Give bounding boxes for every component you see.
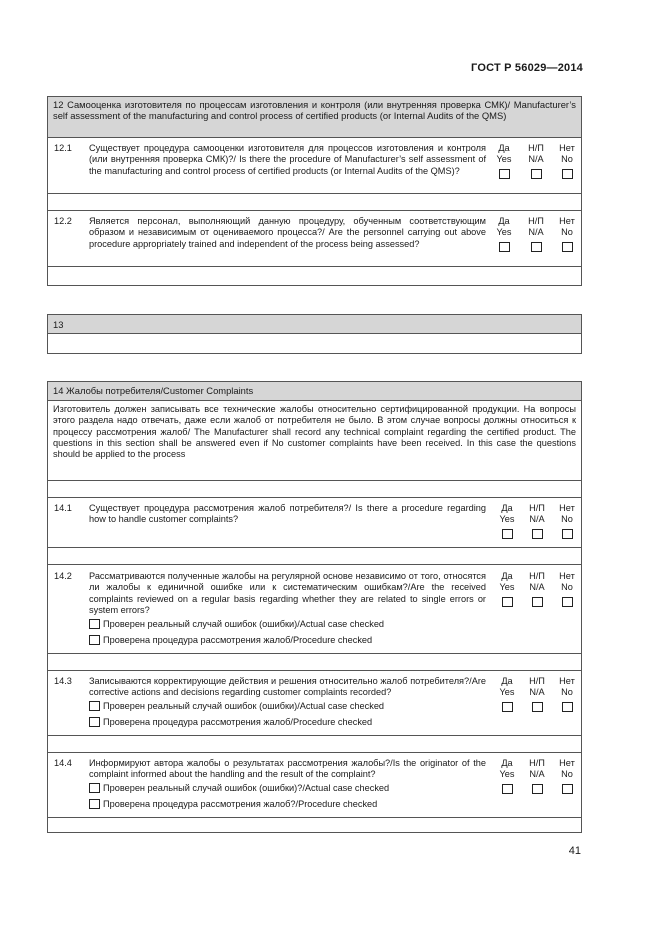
checkbox-no[interactable]	[562, 784, 573, 794]
checkbox-na[interactable]	[532, 597, 543, 607]
checkbox-na[interactable]	[532, 702, 543, 712]
checkbox-no[interactable]	[562, 702, 573, 712]
document-code: ГОСТ Р 56029—2014	[471, 62, 583, 74]
row-divider	[48, 266, 581, 267]
checkbox-no[interactable]	[562, 529, 573, 539]
checkbox-actual-case[interactable]	[89, 701, 100, 711]
row-divider	[48, 210, 581, 211]
checkbox-na[interactable]	[532, 529, 543, 539]
checkbox-yes[interactable]	[499, 169, 510, 179]
answer-yes: Да Yes	[495, 503, 519, 539]
row-divider	[48, 497, 581, 498]
page-number: 41	[568, 845, 581, 857]
check-actual-case: Проверен реальный случай ошибок (ошибки)/Actual case checked	[89, 619, 384, 630]
question-number: 12.2	[54, 216, 72, 226]
question-number: 14.1	[54, 503, 72, 513]
section-12-title: 12 Самооценка изготовителя по процессам изготовления и контроля (или внутренняя проверка СМК)/ Manufacturer’s self assessment of the manufacturing and control process of certified products (or Internal Audits of the QMS)	[48, 97, 581, 138]
question-text: Информируют автора жалобы о результатах рассмотрения жалобы?/Is the originator of the complaint informed about the handling and the result of the complaint?	[89, 758, 486, 780]
answer-na: Н/П N/A	[525, 676, 549, 712]
row-divider	[48, 193, 581, 194]
check-actual-case: Проверен реальный случай ошибок (ошибки)/Actual case checked	[89, 701, 384, 712]
section-14	[47, 381, 582, 833]
question-number: 14.4	[54, 758, 72, 768]
question-text: Рассматриваются полученные жалобы на регулярной основе независимо от того, относятся ли жалобы к единичной ошибке или к систематическим ошибкам?/Are the received complaints reviewed on a regular basis regarding whether they are related to single errors or system errors?	[89, 571, 486, 615]
answer-yes: Да Yes	[495, 571, 519, 607]
section-12	[47, 96, 582, 286]
answer-no: Нет No	[555, 216, 579, 252]
checkbox-no[interactable]	[562, 242, 573, 252]
checkbox-yes[interactable]	[502, 784, 513, 794]
question-text: Существует процедура рассмотрения жалоб потребителя?/ Is there a procedure regarding how to handle customer complaints?	[89, 503, 486, 525]
answer-yes: Да Yes	[492, 143, 516, 179]
checkbox-no[interactable]	[562, 169, 573, 179]
answer-na: Н/П N/A	[525, 503, 549, 539]
answer-no: Нет No	[555, 571, 579, 607]
checkbox-procedure[interactable]	[89, 799, 100, 809]
checkbox-yes[interactable]	[499, 242, 510, 252]
check-procedure: Проверена процедура рассмотрения жалоб/Procedure checked	[89, 717, 372, 728]
answer-yes: Да Yes	[495, 676, 519, 712]
row-divider	[48, 564, 581, 565]
answer-na: Н/П N/A	[525, 758, 549, 794]
answer-na: Н/П N/A	[524, 216, 548, 252]
answer-no: Нет No	[555, 143, 579, 179]
checkbox-procedure[interactable]	[89, 717, 100, 727]
checkbox-no[interactable]	[562, 597, 573, 607]
row-divider	[48, 653, 581, 654]
checkbox-na[interactable]	[531, 242, 542, 252]
section-13-title: 13	[48, 315, 581, 334]
answer-no: Нет No	[555, 676, 579, 712]
check-actual-case: Проверен реальный случай ошибок (ошибки)?/Actual case checked	[89, 783, 389, 794]
answer-yes: Да Yes	[495, 758, 519, 794]
checkbox-na[interactable]	[532, 784, 543, 794]
answer-no: Нет No	[555, 503, 579, 539]
question-text: Записываются корректирующие действия и решения относительно жалоб потребителя?/Are corrective actions and decisions regarding customer complaints recorded?	[89, 676, 486, 698]
answer-yes: Да Yes	[492, 216, 516, 252]
answer-no: Нет No	[555, 758, 579, 794]
checkbox-procedure[interactable]	[89, 635, 100, 645]
question-number: 14.2	[54, 571, 72, 581]
answer-na: Н/П N/A	[524, 143, 548, 179]
checkbox-yes[interactable]	[502, 702, 513, 712]
row-divider	[48, 670, 581, 671]
checkbox-yes[interactable]	[502, 529, 513, 539]
section-13	[47, 314, 582, 354]
row-divider	[48, 817, 581, 818]
checkbox-actual-case[interactable]	[89, 619, 100, 629]
question-number: 12.1	[54, 143, 72, 153]
checkbox-yes[interactable]	[502, 597, 513, 607]
section-14-intro: Изготовитель должен записывать все технические жалобы относительно сертифицированной продукции. На вопросы этого раздела надо отвечать, даже если жалоб от потребителя не было. В этом случае вопросы должны относиться к процессу рассмотрения жалоб/ The Manufacturer shall record any technical complaint regarding the certified product. The questions in this section shall be answered even if No customer complaints have been received. In this case the questions should be applied to the process	[53, 404, 576, 460]
row-divider	[48, 480, 581, 481]
row-divider	[48, 752, 581, 753]
check-procedure: Проверена процедура рассмотрения жалоб?/Procedure checked	[89, 799, 377, 810]
question-text: Существует процедура самооценки изготовителя для процессов изготовления и контроля (или внутренняя проверка СМК)?/ Is there the procedure of Manufacturer’s self assessment of the manufacturing and control process of certified products (or Internal Audits of the QMS)?	[89, 143, 486, 176]
question-text: Является персонал, выполняющий данную процедуру, обученным соответствующим образом и независимым от оцениваемого процесса?/ Are the personnel carrying out above procedure appropriately trained and independent of the process being assessed?	[89, 216, 486, 249]
row-divider	[48, 547, 581, 548]
answer-na: Н/П N/A	[525, 571, 549, 607]
checkbox-actual-case[interactable]	[89, 783, 100, 793]
check-procedure: Проверена процедура рассмотрения жалоб/Procedure checked	[89, 635, 372, 646]
question-number: 14.3	[54, 676, 72, 686]
row-divider	[48, 735, 581, 736]
checkbox-na[interactable]	[531, 169, 542, 179]
section-14-title: 14 Жалобы потребителя/Customer Complaints	[48, 382, 581, 401]
